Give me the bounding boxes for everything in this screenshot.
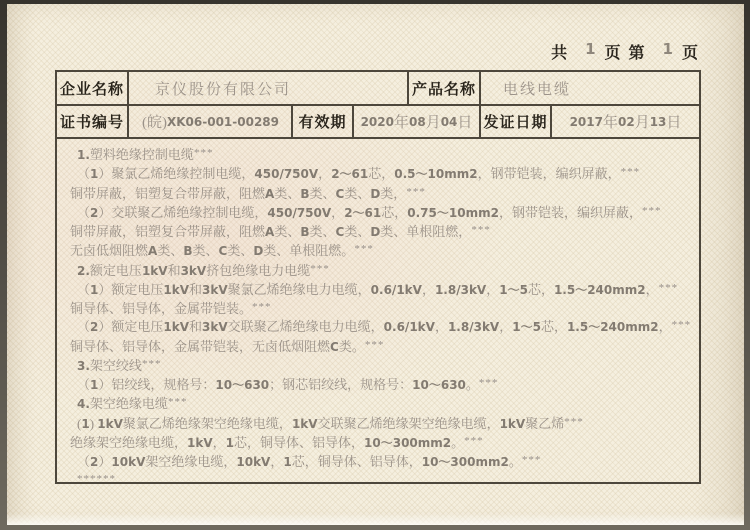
body-line: （1）额定电压1kV和3kV聚氯乙烯绝缘电力电缆，0.6/1kV，1.8/3kV，1～5芯，1.5～240mm2，*** <box>77 281 679 297</box>
certificate-number-value: (皖) XK06-001-00289 <box>127 106 291 137</box>
body-line: （1）铝绞线，规格号：10～630；钢芯铝绞线，规格号：10～630。*** <box>77 377 499 392</box>
current-page-value: 1 <box>662 40 673 58</box>
page-counter <box>551 40 700 63</box>
body-line: 铜带屏蔽，铝塑复合带屏蔽，阻燃A类、B类、C类、D类、单根阻燃，*** <box>70 224 491 239</box>
body-line: （2）交联聚乙烯绝缘控制电缆，450/750V，2～61芯，0.75～10mm2，钢带铠装，编织屏蔽，*** <box>77 204 662 220</box>
body-line: （1）聚氯乙烯绝缘控制电缆，450/750V，2～61芯，0.5～10mm2，钢带铠装，编织屏蔽，*** <box>77 166 641 182</box>
page-suffix-label: 页 <box>681 45 700 62</box>
company-name-value: 京仪股份有限公司 <box>127 72 407 104</box>
product-name-value: 电线电缆 <box>479 72 699 104</box>
company-name-label: 企业名称 <box>59 81 124 98</box>
body-line: 无卤低烟阻燃A类、B类、C类、D类、单根阻燃。*** <box>70 243 374 259</box>
issue-date-label: 发证日期 <box>479 106 550 137</box>
body-text <box>57 139 699 486</box>
certificate-table <box>55 70 701 484</box>
body-line: 铜导体、铝导体，金属带铠装，无卤低烟阻燃C类。*** <box>70 338 385 354</box>
product-name-label: 产品名称 <box>407 72 479 104</box>
valid-until-label: 有效期 <box>291 106 352 137</box>
body-line: 绝缘架空绝缘电缆，1kV，1芯，铜导体、铝导体，10～300mm2。*** <box>70 434 484 450</box>
certificate-paper <box>7 4 744 525</box>
body-line: 3.架空绞线*** <box>77 357 162 373</box>
body-line: ****** <box>77 473 116 486</box>
body-line: 4.架空绝缘电缆*** <box>77 396 188 412</box>
table-row-company-product <box>57 72 699 106</box>
body-line: 1.塑料绝缘控制电缆*** <box>77 147 214 162</box>
body-line: 铜带屏蔽，铝塑复合带屏蔽，阻燃A类、B类、C类、D类，*** <box>70 185 426 201</box>
valid-until-value: 2020 年 08 月 04 日 <box>352 106 479 137</box>
issue-date-value: 2017 年 02 月 13 日 <box>550 106 699 137</box>
total-pages-value: 1 <box>585 40 596 58</box>
body-line: 2.额定电压1kV和3kV挤包绝缘电力电缆*** <box>77 262 330 278</box>
total-pages-label: 共 <box>551 45 570 62</box>
table-row-cert-dates <box>57 106 699 139</box>
body-line: (1) 1kV聚氯乙烯绝缘架空绝缘电缆，1kV交联聚乙烯绝缘架空绝缘电缆，1kV聚乙烯*** <box>77 415 584 431</box>
body-line: （2）10kV架空绝缘电缆，10kV，1芯，铜导体、铝导体，10～300mm2。*** <box>77 454 542 469</box>
certificate-number-label: 证书编号 <box>59 115 124 131</box>
body-line: （2）额定电压1kV和3kV交联聚乙烯绝缘电力电缆，0.6/1kV，1.8/3kV，1～5芯，1.5～240mm2，*** <box>77 319 692 335</box>
page-label: 页 第 <box>604 45 647 62</box>
body-line: 铜导体、铝导体，金属带铠装。*** <box>70 301 272 316</box>
